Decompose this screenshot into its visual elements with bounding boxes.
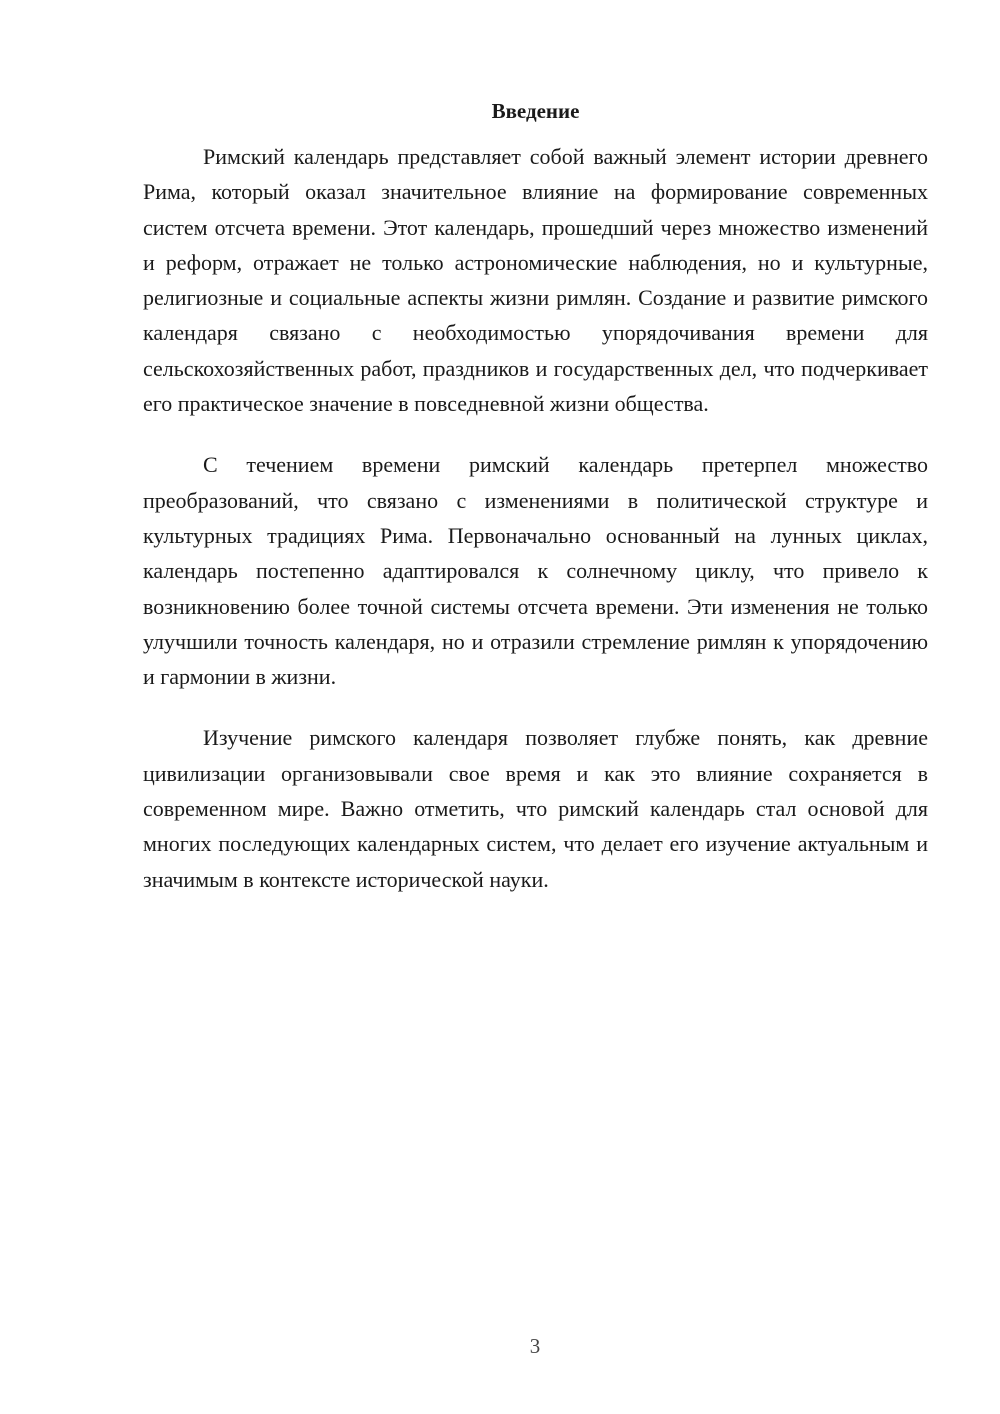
paragraph-1: Римский календарь представляет собой важный элемент истории древнего Рима, который оказал значительное влияние на формирование современных систем отсчета времени. Этот календарь, прошедший через множество изменений и реформ, отражает не только астрономические наблюдения, но и культурные, религиозные и социальные аспекты жизни римлян. Создание и развитие римского календаря связано с необходимостью упорядочивания времени для сельскохозяйственных работ, праздников и государственных дел, что подчеркивает его практическое значение в повседневной жизни общества.: [143, 144, 928, 417]
paragraph-3: Изучение римского календаря позволяет глубже понять, как древние цивилизации организовывали свое время и как это влияние сохраняется в современном мире. Важно отметить, что римский календарь стал основой для многих последующих календарных систем, что делает его изучение актуальным и значимым в контексте исторической науки.: [143, 725, 928, 892]
paragraph-2: С течением времени римский календарь претерпел множество преобразований, что связано с изменениями в политической структуре и культурных традициях Рима. Первоначально основанный на лунных циклах, календарь постепенно адаптировался к солнечному циклу, что привело к возникновению более точной системы отсчета времени. Эти изменения не только улучшили точность календаря, но и отразили стремление римлян к упорядочению и гармонии в жизни.: [143, 452, 928, 690]
page-content: [143, 96, 928, 923]
section-heading: Введение: [491, 99, 580, 123]
page-number: 3: [529, 1334, 541, 1358]
